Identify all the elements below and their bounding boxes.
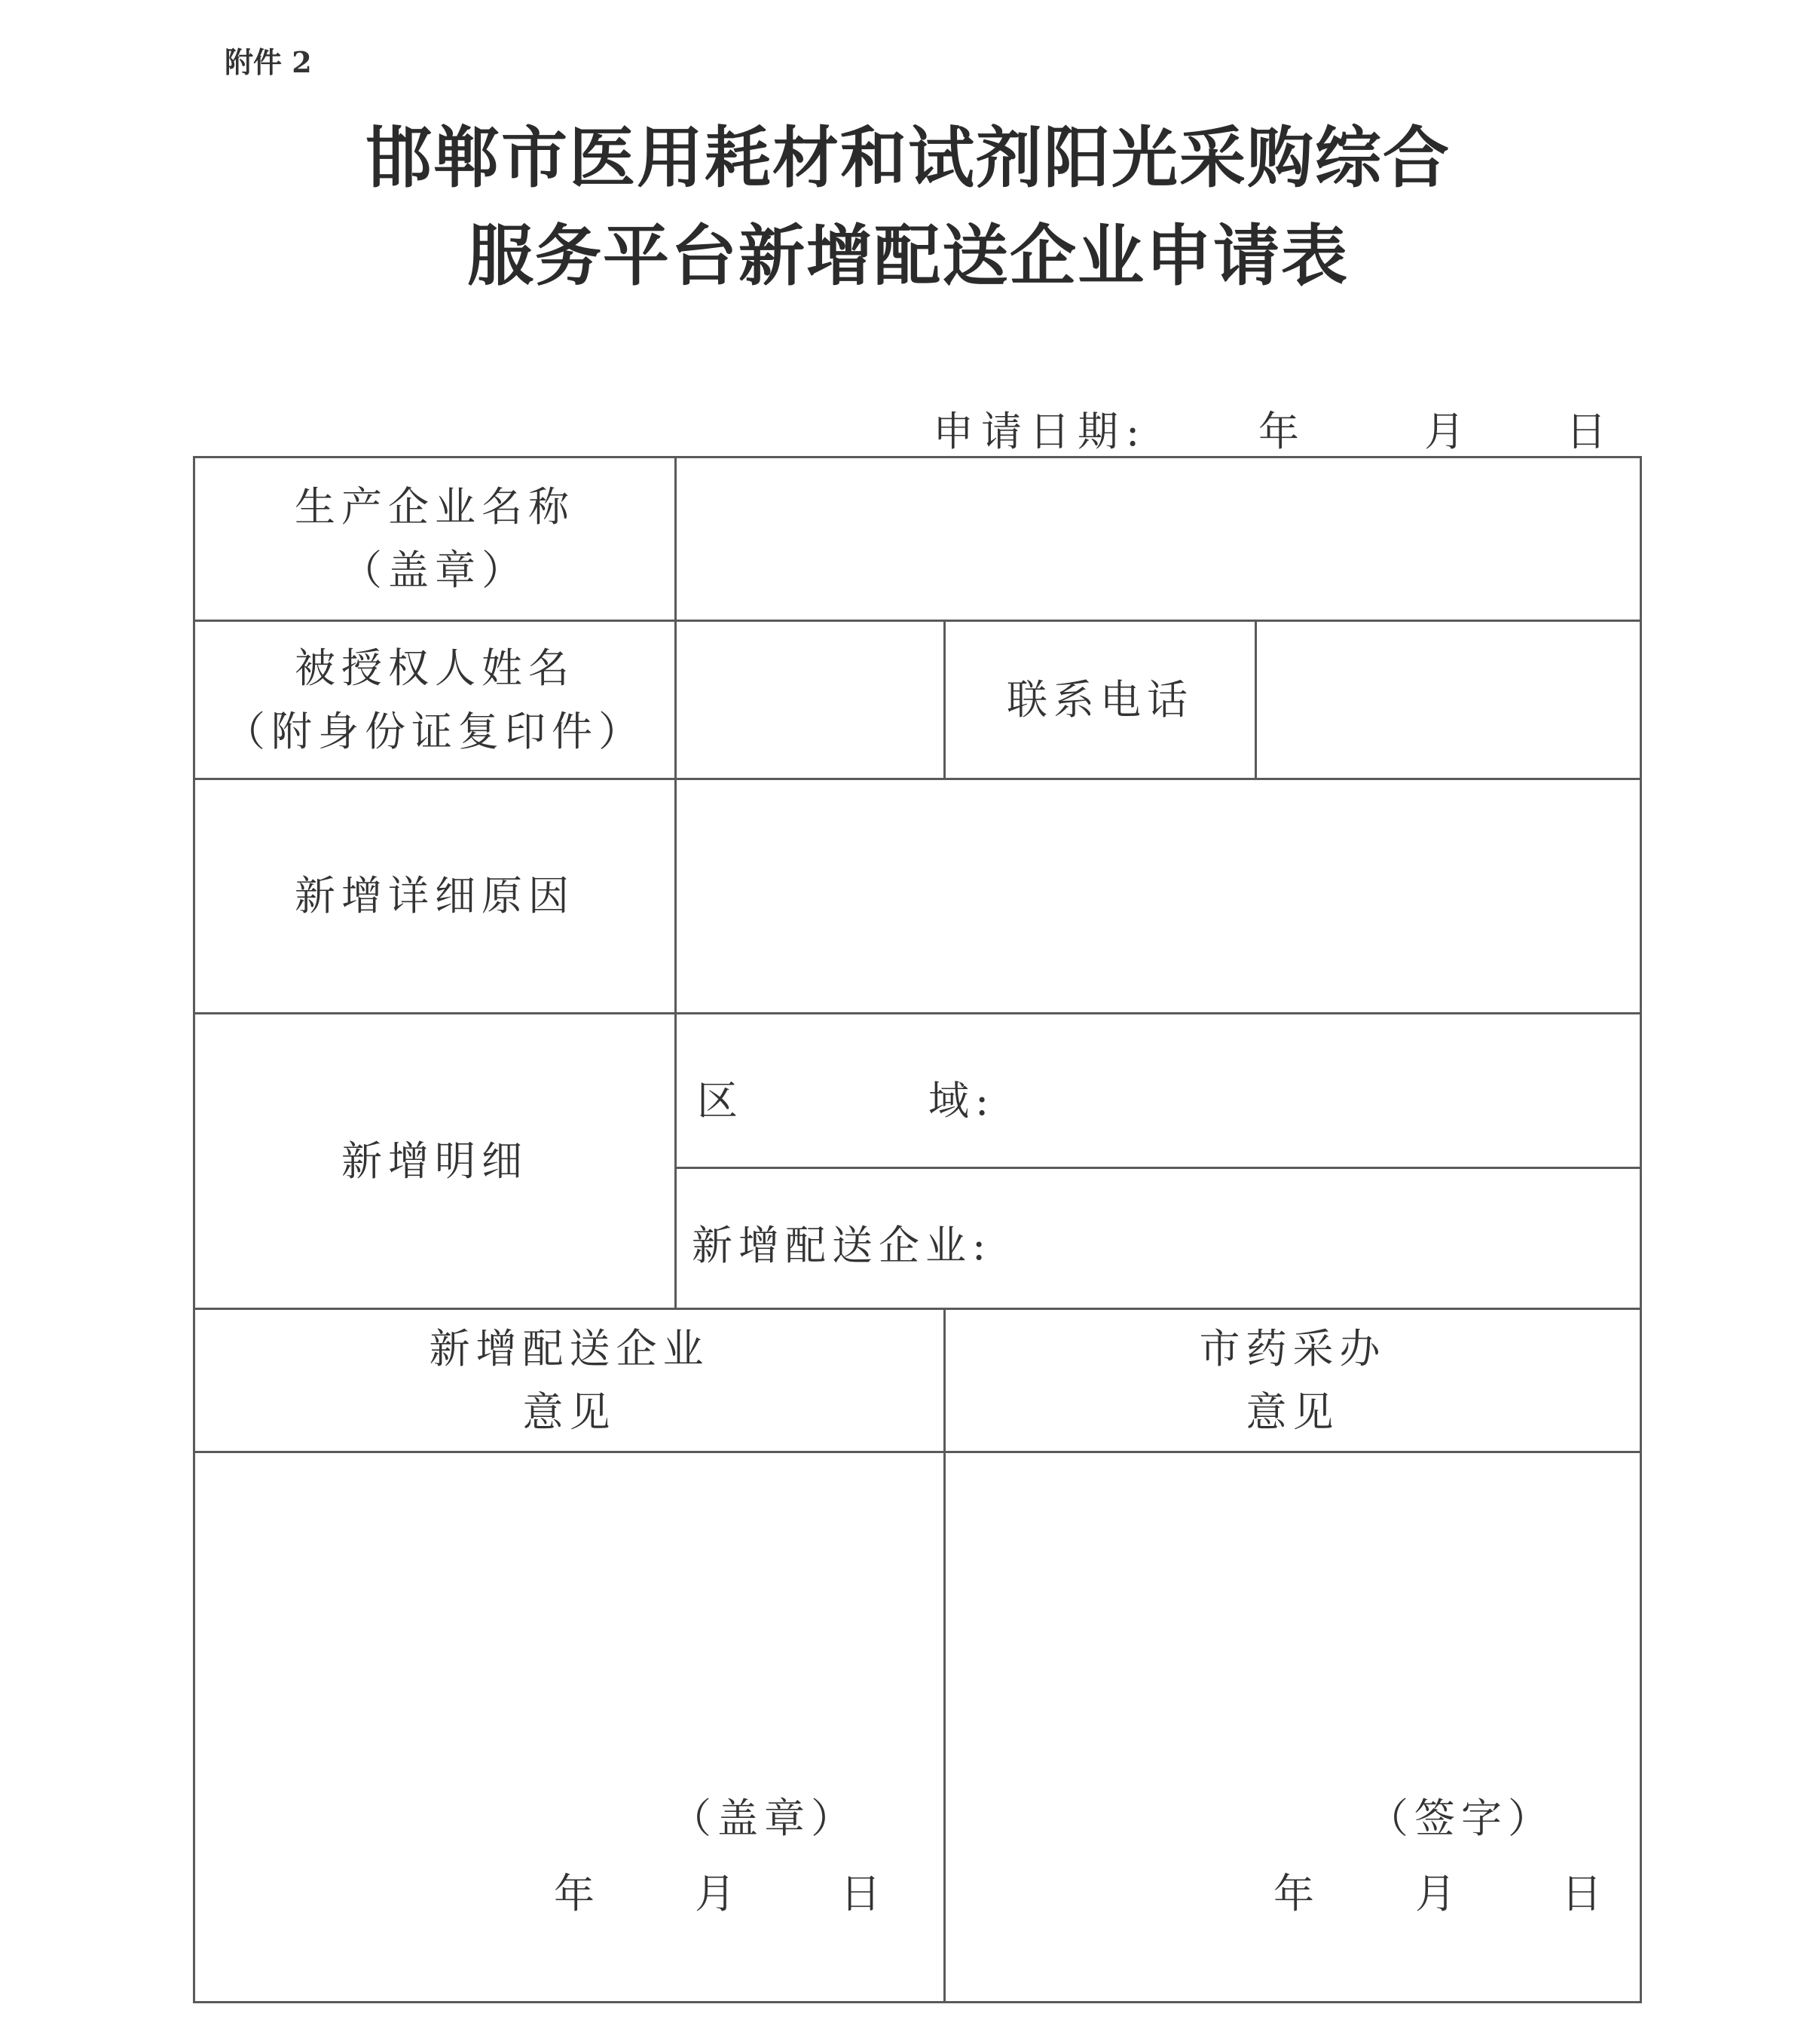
new-enterprise-field[interactable] — [1002, 1169, 1640, 1308]
application-date-year: 年 — [1258, 408, 1307, 455]
details-text: 新增明细 — [341, 1137, 528, 1185]
enterprise-date-year: 年 — [554, 1870, 601, 1917]
office-date-month: 月 — [1415, 1870, 1462, 1917]
enterprise-opinion-header — [195, 1310, 943, 1451]
manufacturer-seal-text: （盖章） — [341, 546, 528, 594]
enterprise-opinion-line2: 意见 — [522, 1388, 616, 1436]
manufacturer-name-field[interactable] — [677, 458, 1640, 620]
application-date-month: 月 — [1424, 408, 1472, 455]
enterprise-date-month: 月 — [695, 1870, 741, 1917]
region-label-b: 域: — [928, 1077, 995, 1125]
enterprise-opinion-line1: 新增配送企业 — [429, 1324, 710, 1372]
manufacturer-name-text: 生产企业名称 — [295, 483, 575, 531]
attachment-label: 附件 2 — [225, 45, 312, 79]
office-date-day: 日 — [1561, 1870, 1608, 1917]
office-opinion-header — [946, 1310, 1640, 1451]
table-line — [193, 2001, 1642, 2003]
reason-field[interactable] — [677, 780, 1640, 1012]
page-title-line-2: 服务平台新增配送企业申请表 — [466, 216, 1349, 295]
office-opinion-line2: 意见 — [1246, 1388, 1340, 1436]
contact-phone-label — [946, 622, 1255, 778]
reason-text: 新增详细原因 — [295, 872, 575, 920]
reason-label — [195, 780, 674, 1012]
authorized-person-label — [195, 622, 674, 778]
authorized-person-text: 被授权人姓名 — [295, 644, 575, 692]
enterprise-date-day: 日 — [840, 1870, 887, 1917]
manufacturer-name-label — [195, 458, 674, 620]
enterprise-seal-text: （盖章） — [671, 1795, 858, 1842]
authorized-person-note: （附身份证复印件） — [225, 707, 645, 755]
table-line — [1640, 456, 1642, 2003]
details-label — [195, 1014, 674, 1308]
application-date-label: 申请日期: — [933, 408, 1148, 455]
region-label-a: 区 — [697, 1077, 744, 1125]
new-enterprise-label: 新增配送企业: — [692, 1222, 992, 1269]
authorized-person-field[interactable] — [677, 622, 943, 778]
region-field[interactable] — [1002, 1014, 1640, 1167]
office-signature-text: （签字） — [1368, 1795, 1555, 1842]
contact-phone-field[interactable] — [1257, 622, 1640, 778]
contact-phone-text: 联系电话 — [1007, 675, 1194, 724]
office-date-year: 年 — [1273, 1870, 1320, 1917]
office-opinion-line1: 市药采办 — [1199, 1324, 1386, 1372]
application-date-day: 日 — [1566, 408, 1614, 455]
page-title-line-1: 邯郸市医用耗材和试剂阳光采购综合 — [365, 118, 1451, 197]
